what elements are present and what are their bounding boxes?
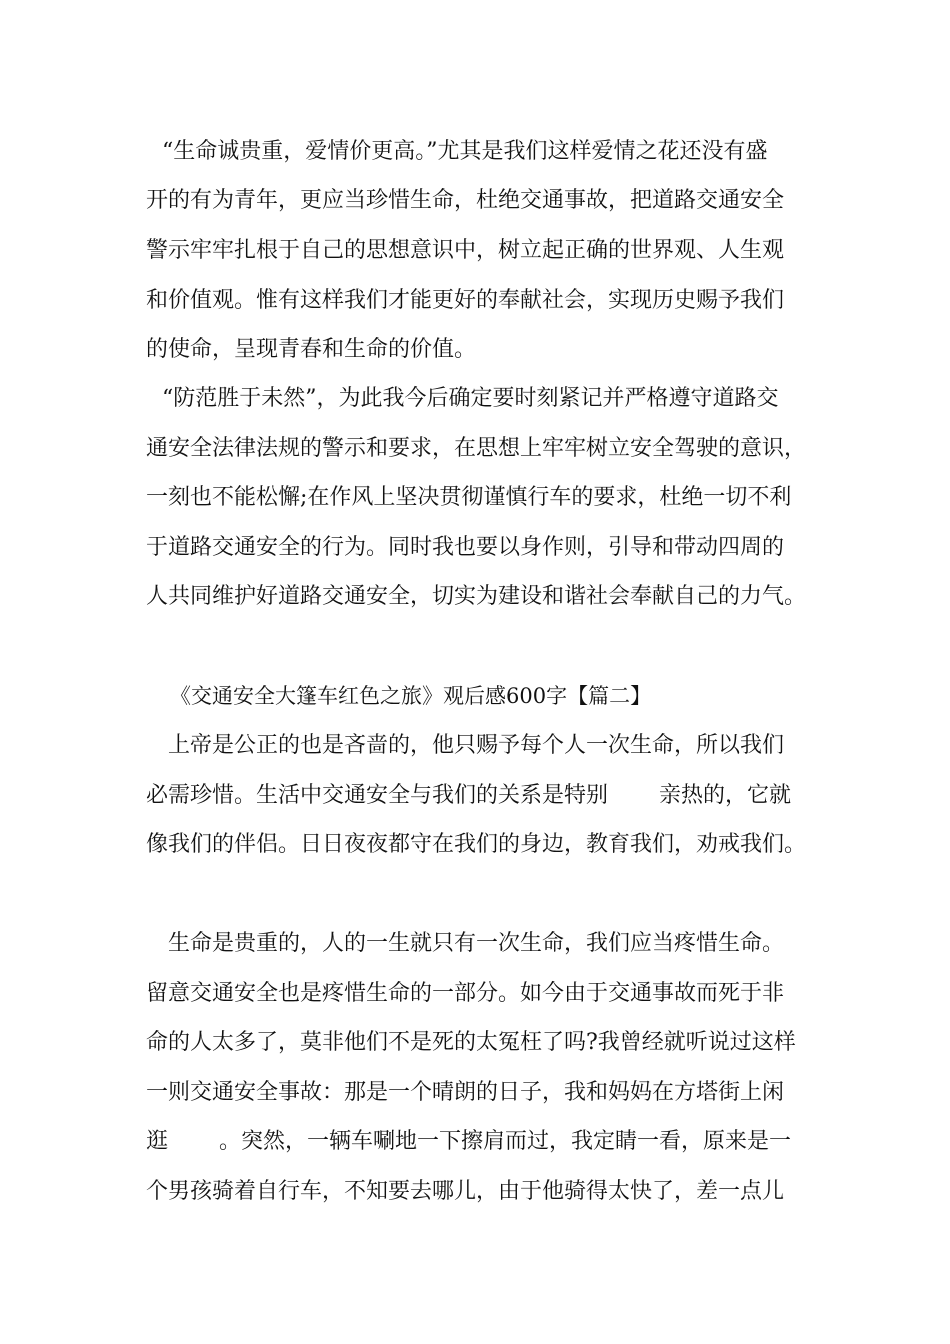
paragraph-line: 的使命，呈现青春和生命的价值。	[146, 337, 477, 362]
paragraph-line: 通安全法律法规的警示和要求，在思想上牢牢树立安全驾驶的意识，	[146, 436, 807, 461]
paragraph-line: 个男孩骑着自行车，不知要去哪儿，由于他骑得太快了，差一点儿	[146, 1179, 785, 1204]
paragraph-line: 生命是贵重的，人的一生就只有一次生命，我们应当疼惜生命。	[168, 931, 785, 956]
paragraph-line: 开的有为青年，更应当珍惜生命，杜绝交通事故，把道路交通安全	[146, 188, 785, 213]
paragraph-line: 逛 。突然，一辆车唰地一下擦肩而过，我定睛一看，原来是一	[146, 1129, 791, 1154]
paragraph-line: “生命诚贵重，爱情价更高。”尤其是我们这样爱情之花还没有盛	[162, 139, 768, 164]
paragraph-line: 上帝是公正的也是吝啬的，他只赐予每个人一次生命，所以我们	[168, 733, 785, 758]
paragraph-line: 警示牢牢扎根于自己的思想意识中，树立起正确的世界观、人生观	[146, 238, 785, 263]
paragraph-line: 留意交通安全也是疼惜生命的一部分。如今由于交通事故而死于非	[146, 981, 785, 1006]
paragraph-line: 命的人太多了，莫非他们不是死的太冤枉了吗?我曾经就听说过这样	[146, 1030, 796, 1055]
paragraph-line: 和价值观。惟有这样我们才能更好的奉献社会，实现历史赐予我们	[146, 288, 785, 313]
paragraph-line: “防范胜于未然”，为此我今后确定要时刻紧记并严格遵守道路交	[162, 386, 779, 411]
paragraph-line: 于道路交通安全的行为。同时我也要以身作则，引导和带动四周的	[146, 535, 785, 560]
paragraph-line: 像我们的伴侣。日日夜夜都守在我们的身边，教育我们，劝戒我们。	[146, 832, 807, 857]
paragraph-line: 人共同维护好道路交通安全，切实为建设和谐社会奉献自己的力气。	[146, 584, 807, 609]
section-heading: 《交通安全大篷车红色之旅》观后感600字【篇二】	[170, 684, 652, 708]
paragraph-line: 一刻也不能松懈;在作风上坚决贯彻谨慎行车的要求，杜绝一切不利	[146, 485, 792, 510]
paragraph-line: 一则交通安全事故：那是一个晴朗的日子，我和妈妈在方塔街上闲	[146, 1080, 785, 1105]
paragraph-line: 必需珍惜。生活中交通安全与我们的关系是特别 亲热的，它就	[146, 783, 791, 808]
